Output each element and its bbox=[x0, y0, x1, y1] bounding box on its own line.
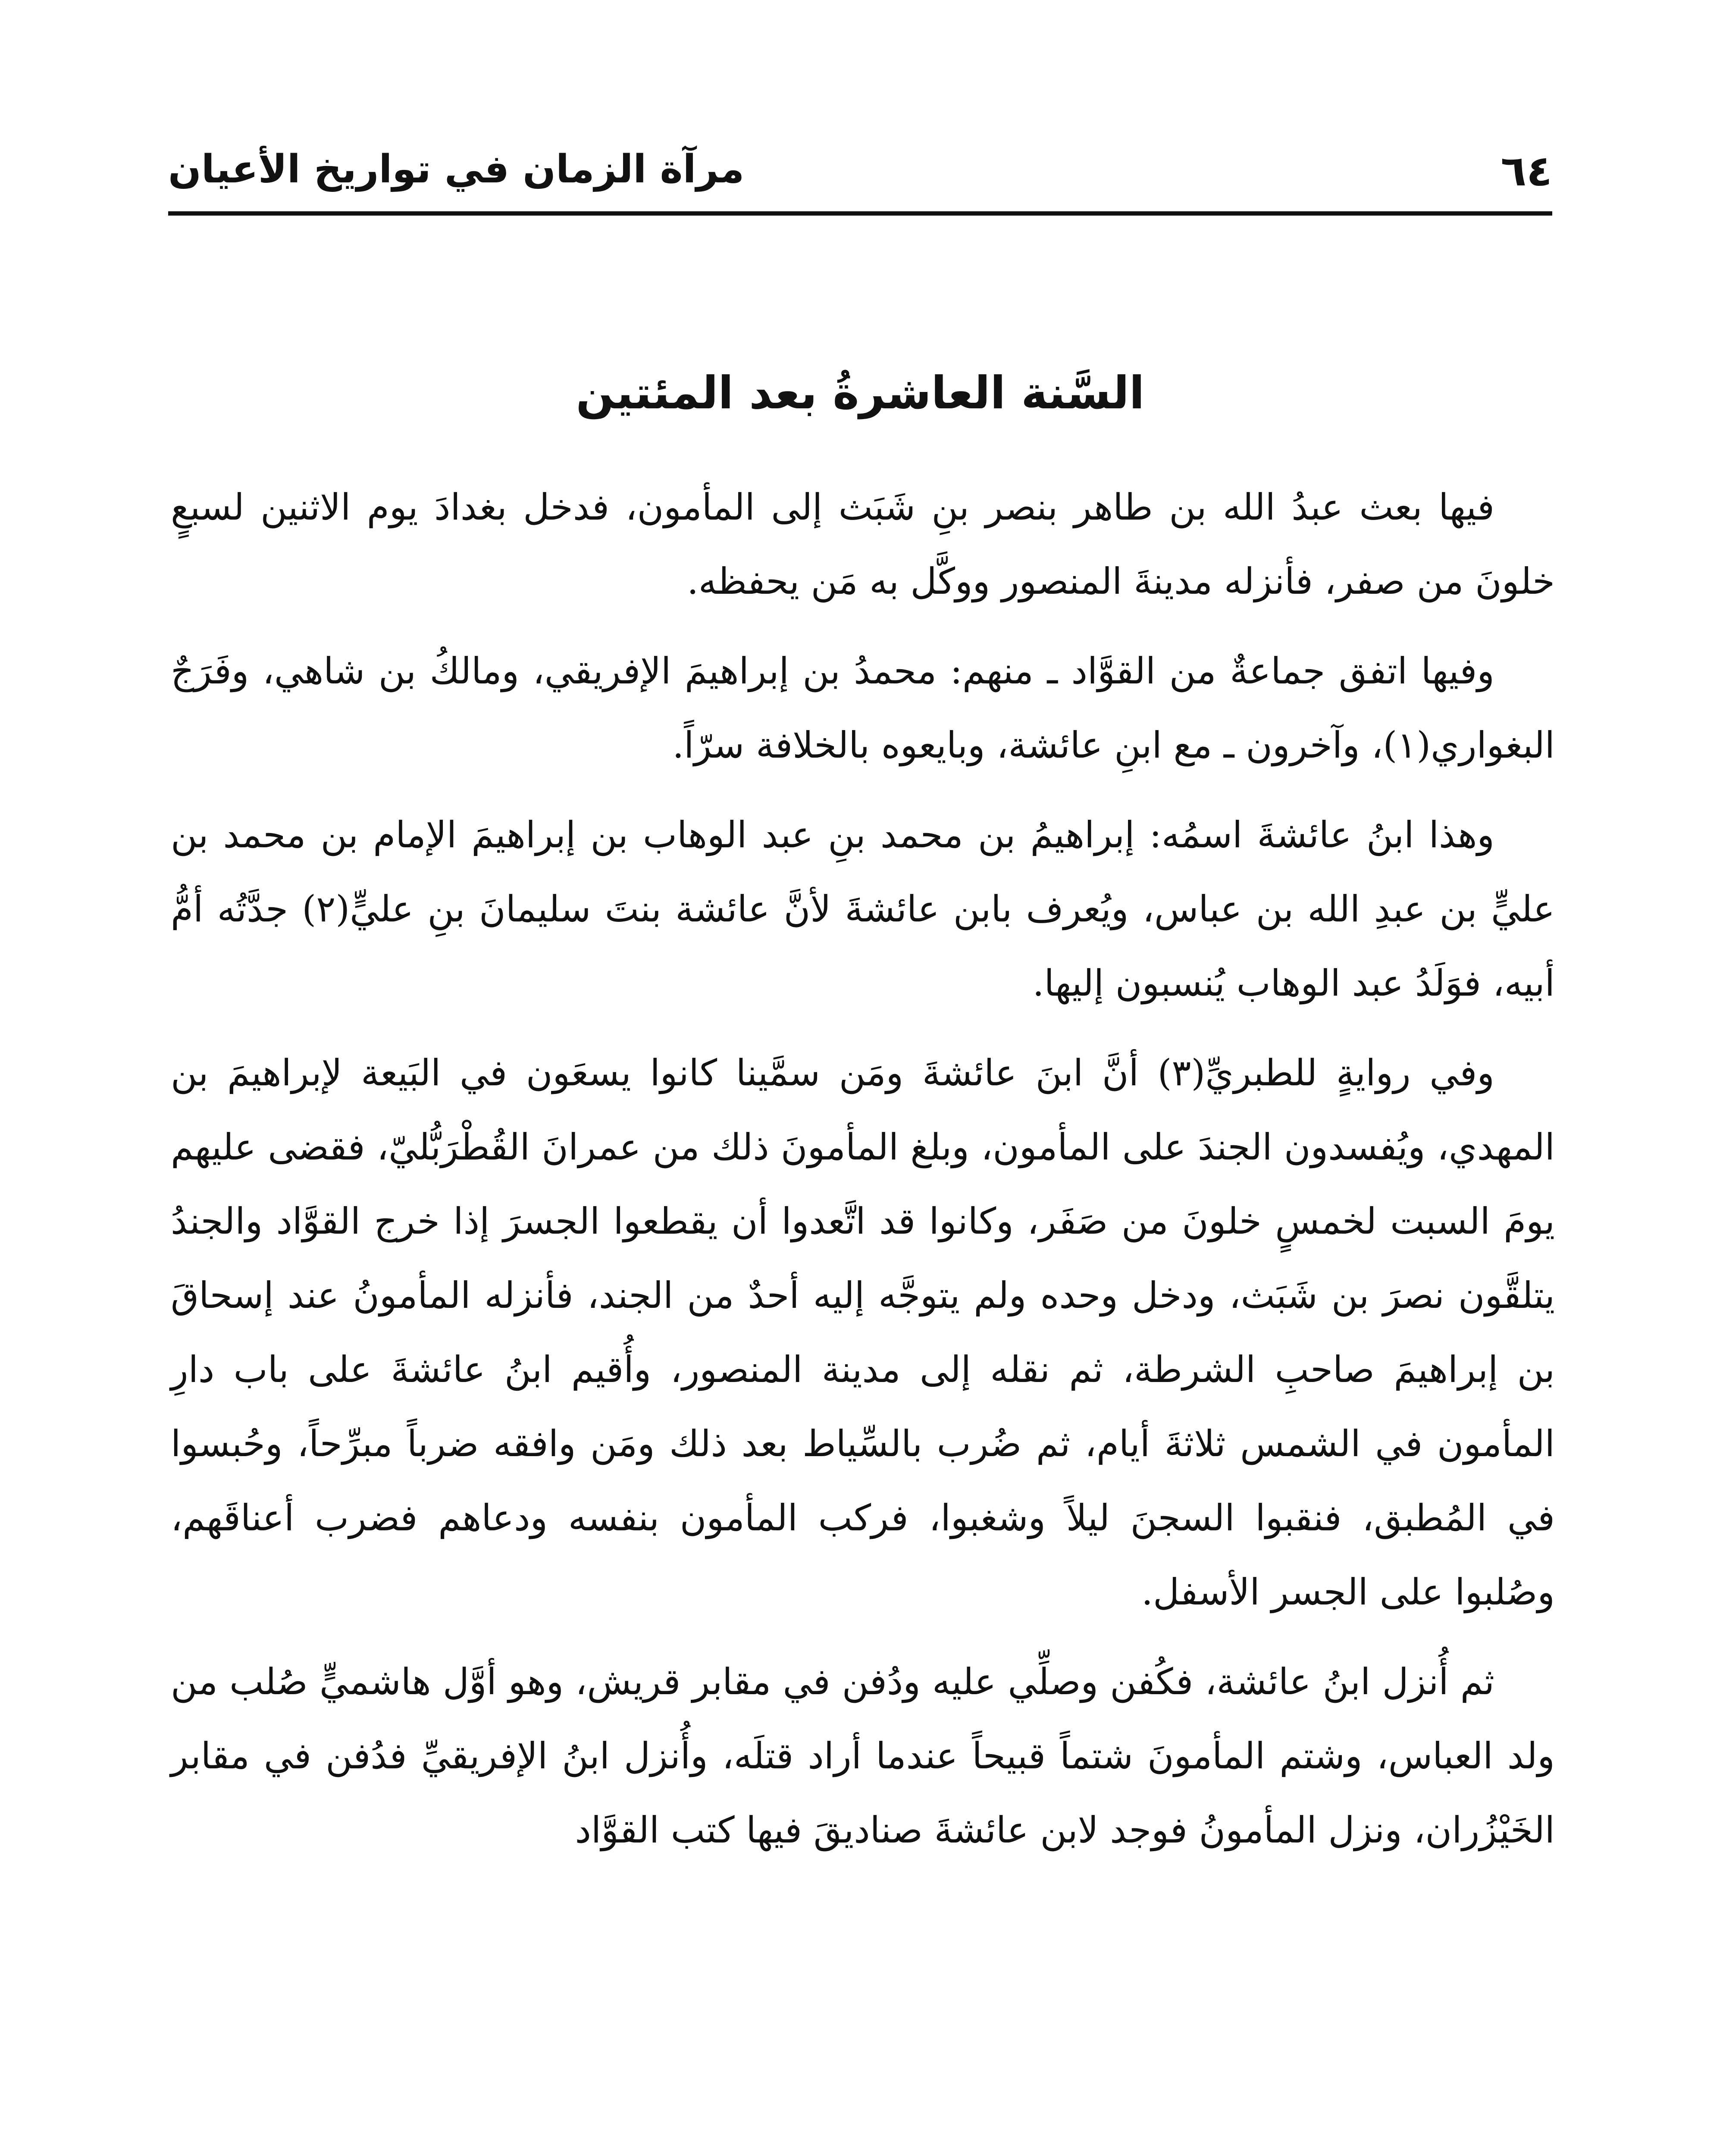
chapter-title: السَّنة العاشرةُ بعد المئتين bbox=[576, 367, 1145, 419]
paragraph: وفيها اتفق جماعةٌ من القوَّاد ـ منهم: محمدُ بن إبراهيمَ الإفريقي، ومالكُ بن شاهي، وفَرَجٌ البغواري(١)، وآخرون ـ مع ابنِ عائشة، وبايعوه بالخلافة سرّاً. bbox=[171, 650, 1555, 766]
header-rule bbox=[168, 211, 1552, 216]
body-text bbox=[171, 470, 1555, 1883]
paragraph: وفي روايةٍ للطبريِّ(٣) أنَّ ابنَ عائشةَ ومَن سمَّينا كانوا يسعَون في البَيعة لإبراهيمَ بن المهدي، ويُفسدون الجندَ على المأمون، وبلغ المأمونَ ذلك من عمرانَ القُطْرَبُّليّ، فقضى عليهم يومَ السبت لخمسٍ خلونَ من صَفَر، وكانوا قد اتَّعدوا أن يقطعوا الجسرَ إذا خرج القوَّاد والجندُ يتلقَّون نصرَ بن شَبَث، ودخل وحده ولم يتوجَّه إليه أحدٌ من الجند، فأنزله المأمونُ عند إسحاقَ بن إبراهيمَ صاحبِ الشرطة، ثم نقله إلى مدينة المنصور، وأُقيم ابنُ عائشةَ على باب دارِ المأمون في الشمس ثلاثةَ أيام، ثم ضُرب بالسِّياط بعد ذلك ومَن وافقه ضرباً مبرِّحاً، وحُبسوا في المُطبق، فنقبوا السجنَ ليلاً وشغبوا، فركب المأمون بنفسه ودعاهم فضرب أعناقَهم، وصُلبوا على الجسر الأسفل. bbox=[171, 1052, 1555, 1613]
running-title: مرآة الزمان في تواريخ الأعيان bbox=[168, 147, 745, 192]
paragraph: ثم أُنزل ابنُ عائشة، فكُفن وصلِّي عليه ودُفن في مقابر قريش، وهو أوَّل هاشميٍّ صُلب من ولد العباس، وشتم المأمونَ شتماً قبيحاً عندما أراد قتلَه، وأُنزل ابنُ الإفريقيِّ فدُفن في مقابر الخَيْزُران، ونزل المأمونُ فوجد لابن عائشةَ صناديقَ فيها كتب القوَّاد bbox=[171, 1661, 1555, 1851]
paragraph: وهذا ابنُ عائشةَ اسمُه: إبراهيمُ بن محمد بنِ عبد الوهاب بن إبراهيمَ الإمام بن محمد بن عليٍّ بن عبدِ الله بن عباس، ويُعرف بابن عائشةَ لأنَّ عائشة بنتَ سليمانَ بنِ عليٍّ(٢) جدَّتُه أمُّ أبيه، فوَلَدُ عبد الوهاب يُنسبون إليها. bbox=[171, 814, 1555, 1004]
page-header bbox=[168, 129, 1552, 216]
paragraph: فيها بعث عبدُ الله بن طاهر بنصر بنِ شَبَث إلى المأمون، فدخل بغدادَ يوم الاثنين لسبعٍ خلونَ من صفر، فأنزله مدينةَ المنصور ووكَّل به مَن يحفظه. bbox=[171, 486, 1555, 602]
page-number: ٦٤ bbox=[1501, 147, 1552, 196]
